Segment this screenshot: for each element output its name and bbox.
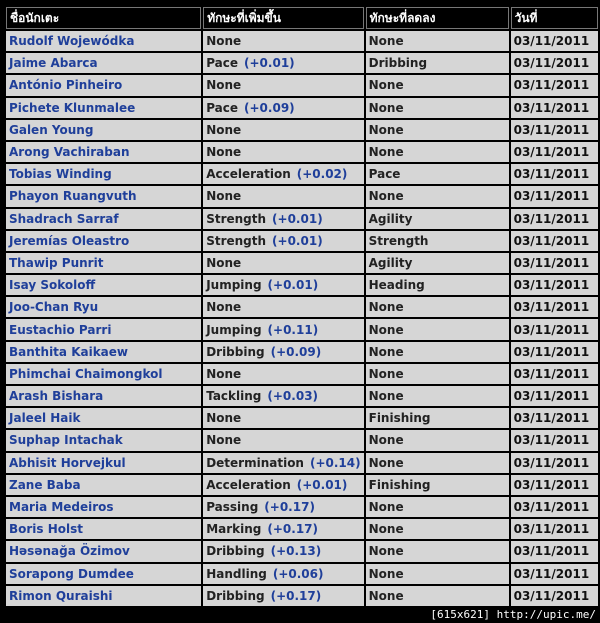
player-name-link[interactable]: Jeremías Oleastro [6, 231, 201, 251]
skill-increase-cell [203, 120, 363, 140]
date-cell: 03/11/2011 [511, 541, 598, 561]
skill-increase-cell [203, 364, 363, 384]
player-name-link[interactable]: Rudolf Wojewódka [6, 31, 201, 51]
skill-increase-delta: (+0.01) [267, 278, 319, 293]
skill-increase-label: Dribbing [206, 544, 265, 559]
table-row [6, 209, 598, 229]
table-row [6, 541, 598, 561]
table-row [6, 164, 598, 184]
skill-increase-cell [203, 275, 363, 295]
skill-increase-cell [203, 209, 363, 229]
date-cell: 03/11/2011 [511, 75, 598, 95]
skill-increase-cell [203, 319, 363, 339]
skill-increase-cell [203, 186, 363, 206]
table-body [6, 31, 598, 606]
skill-increase-delta: (+0.01) [272, 211, 323, 226]
skill-decrease-cell: None [366, 142, 509, 162]
skill-increase-label: Passing [206, 500, 259, 515]
skill-increase-label: Strength [206, 233, 267, 248]
table-row [6, 231, 598, 251]
skill-increase-delta: (+0.11) [267, 322, 319, 337]
skill-increase-delta: (+0.03) [267, 389, 319, 404]
skill-increase-delta: (+0.17) [264, 500, 315, 515]
player-name-link[interactable]: Abhisit Horvejkul [6, 453, 201, 473]
skill-increase-delta: (+0.06) [272, 566, 324, 581]
player-name-link[interactable]: Arong Vachiraban [6, 142, 201, 162]
date-cell: 03/11/2011 [511, 209, 598, 229]
date-cell: 03/11/2011 [511, 453, 598, 473]
date-cell: 03/11/2011 [511, 364, 598, 384]
header-date: วันที่ [511, 7, 598, 29]
skill-decrease-cell: None [366, 586, 509, 606]
skill-increase-cell [203, 98, 363, 118]
table-row [6, 319, 598, 339]
table-row [6, 475, 598, 495]
skill-increase-delta: (+0.14) [309, 455, 361, 470]
date-cell: 03/11/2011 [511, 342, 598, 362]
date-cell: 03/11/2011 [511, 120, 598, 140]
skill-increase-label: Handling [206, 566, 267, 581]
player-name-link[interactable]: Maria Medeiros [6, 497, 201, 517]
player-name-link[interactable]: Arash Bishara [6, 386, 201, 406]
date-cell: 03/11/2011 [511, 586, 598, 606]
skill-increase-cell [203, 497, 363, 517]
date-cell: 03/11/2011 [511, 564, 598, 584]
skill-increase-delta: (+0.17) [267, 522, 319, 537]
skill-increase-label: Acceleration [206, 477, 291, 492]
player-name-link[interactable]: Phimchai Chaimongkol [6, 364, 201, 384]
skill-decrease-cell: Heading [366, 275, 509, 295]
table-header-row [6, 7, 598, 29]
skill-increase-label: None [206, 366, 242, 381]
table-row [6, 98, 598, 118]
skill-decrease-cell: None [366, 186, 509, 206]
skill-increase-delta: (+0.09) [244, 100, 295, 115]
table-row [6, 519, 598, 539]
skill-increase-label: Determination [206, 455, 304, 470]
skill-increase-cell [203, 75, 363, 95]
player-name-link[interactable]: Suphap Intachak [6, 430, 201, 450]
table-row [6, 586, 598, 606]
skill-increase-cell [203, 408, 363, 428]
player-name-link[interactable]: Pichete Klunmalee [6, 98, 201, 118]
skill-increase-cell [203, 231, 363, 251]
date-cell: 03/11/2011 [511, 253, 598, 273]
skill-increase-label: Pace [206, 56, 239, 71]
skill-decrease-cell: None [366, 75, 509, 95]
date-cell: 03/11/2011 [511, 186, 598, 206]
skill-increase-cell [203, 31, 363, 51]
skill-increase-delta: (+0.13) [270, 544, 322, 559]
skill-increase-label: Strength [206, 211, 267, 226]
player-name-link[interactable]: Rimon Quraishi [6, 586, 201, 606]
date-cell: 03/11/2011 [511, 164, 598, 184]
player-name-link[interactable]: Eustachio Parri [6, 319, 201, 339]
skill-decrease-cell: None [366, 297, 509, 317]
skill-decrease-cell: None [366, 31, 509, 51]
table-row [6, 75, 598, 95]
skill-increase-label: Jumping [206, 322, 262, 337]
table-row [6, 497, 598, 517]
header-skill-increase: ทักษะที่เพิ่มขึ้น [203, 7, 363, 29]
skill-decrease-cell: Strength [366, 231, 509, 251]
player-name-link[interactable]: Thawip Punrit [6, 253, 201, 273]
skill-increase-delta: (+0.02) [296, 167, 348, 182]
skill-increase-label: None [206, 189, 242, 204]
skill-decrease-cell: None [366, 430, 509, 450]
skill-increase-cell [203, 342, 363, 362]
player-name-link[interactable]: António Pinheiro [6, 75, 201, 95]
skill-decrease-cell: None [366, 453, 509, 473]
skill-increase-label: Acceleration [206, 167, 291, 182]
player-name-link[interactable]: Boris Holst [6, 519, 201, 539]
skill-decrease-cell: None [366, 98, 509, 118]
skill-decrease-cell: None [366, 319, 509, 339]
date-cell: 03/11/2011 [511, 31, 598, 51]
skill-increase-label: None [206, 433, 242, 448]
date-cell: 03/11/2011 [511, 408, 598, 428]
skill-increase-label: Jumping [206, 278, 262, 293]
image-size-watermark: [615x621] http://upic.me/ [426, 607, 600, 623]
skill-increase-label: Dribbing [206, 344, 265, 359]
table-row [6, 253, 598, 273]
player-name-link[interactable]: Joo-Chan Ryu [6, 297, 201, 317]
table-row [6, 53, 598, 73]
date-cell: 03/11/2011 [511, 319, 598, 339]
date-cell: 03/11/2011 [511, 430, 598, 450]
date-cell: 03/11/2011 [511, 519, 598, 539]
skill-increase-cell [203, 297, 363, 317]
skill-increase-delta: (+0.01) [296, 477, 348, 492]
player-name-link[interactable]: Jaime Abarca [6, 53, 201, 73]
table-row [6, 430, 598, 450]
skill-increase-cell [203, 386, 363, 406]
skill-increase-cell [203, 475, 363, 495]
date-cell: 03/11/2011 [511, 497, 598, 517]
date-cell: 03/11/2011 [511, 98, 598, 118]
skill-decrease-cell: Agility [366, 209, 509, 229]
skill-increase-label: None [206, 78, 242, 93]
player-skill-table [4, 5, 600, 608]
skill-increase-cell [203, 453, 363, 473]
skill-increase-label: Tackling [206, 389, 262, 404]
player-name-link[interactable]: Isay Sokoloff [6, 275, 201, 295]
table-row [6, 453, 598, 473]
date-cell: 03/11/2011 [511, 386, 598, 406]
skill-increase-delta: (+0.01) [272, 233, 323, 248]
table-row [6, 275, 598, 295]
date-cell: 03/11/2011 [511, 475, 598, 495]
date-cell: 03/11/2011 [511, 297, 598, 317]
skill-decrease-cell: None [366, 120, 509, 140]
player-name-link[interactable]: Shadrach Sarraf [6, 209, 201, 229]
skill-increase-label: None [206, 122, 242, 137]
skill-decrease-cell: None [366, 364, 509, 384]
skill-decrease-cell: None [366, 541, 509, 561]
player-name-link[interactable]: Banthita Kaikaew [6, 342, 201, 362]
header-player-name: ชื่อนักเตะ [6, 7, 201, 29]
skill-increase-cell [203, 142, 363, 162]
player-name-link[interactable]: Zane Baba [6, 475, 201, 495]
skill-increase-cell [203, 253, 363, 273]
table-row [6, 564, 598, 584]
table-row [6, 142, 598, 162]
skill-decrease-cell: None [366, 386, 509, 406]
skill-decrease-cell: Finishing [366, 475, 509, 495]
skill-decrease-cell: Dribbing [366, 53, 509, 73]
skill-increase-delta: (+0.01) [244, 56, 295, 71]
skill-increase-delta: (+0.09) [270, 344, 322, 359]
skill-increase-label: None [206, 255, 242, 270]
skill-increase-cell [203, 53, 363, 73]
table-row [6, 120, 598, 140]
skill-increase-cell [203, 586, 363, 606]
skill-increase-cell [203, 519, 363, 539]
player-name-link[interactable]: Phayon Ruangvuth [6, 186, 201, 206]
skill-increase-label: None [206, 411, 242, 426]
table-row [6, 31, 598, 51]
date-cell: 03/11/2011 [511, 53, 598, 73]
skill-increase-label: None [206, 145, 242, 160]
player-name-link[interactable]: Tobias Winding [6, 164, 201, 184]
skill-decrease-cell: None [366, 519, 509, 539]
table-row [6, 364, 598, 384]
skill-increase-label: None [206, 300, 242, 315]
table-row [6, 186, 598, 206]
skill-decrease-cell: None [366, 342, 509, 362]
date-cell: 03/11/2011 [511, 142, 598, 162]
skill-decrease-cell: None [366, 497, 509, 517]
skill-increase-cell [203, 541, 363, 561]
table-row [6, 408, 598, 428]
player-name-link[interactable]: Galen Young [6, 120, 201, 140]
header-skill-decrease: ทักษะที่ลดลง [366, 7, 509, 29]
player-name-link[interactable]: Sorapong Dumdee [6, 564, 201, 584]
skill-increase-cell [203, 164, 363, 184]
skill-increase-cell [203, 430, 363, 450]
skill-decrease-cell: Finishing [366, 408, 509, 428]
skill-increase-label: Pace [206, 100, 239, 115]
skill-increase-delta: (+0.17) [270, 588, 322, 603]
skill-increase-label: None [206, 34, 242, 49]
skill-decrease-cell: Agility [366, 253, 509, 273]
skill-increase-label: Marking [206, 522, 262, 537]
player-name-link[interactable]: Jaleel Haik [6, 408, 201, 428]
skill-increase-cell [203, 564, 363, 584]
date-cell: 03/11/2011 [511, 275, 598, 295]
player-name-link[interactable]: Həsənağa Özimov [6, 541, 201, 561]
date-cell: 03/11/2011 [511, 231, 598, 251]
table-row [6, 386, 598, 406]
table-row [6, 297, 598, 317]
skill-decrease-cell: None [366, 564, 509, 584]
skill-increase-label: Dribbing [206, 588, 265, 603]
table-row [6, 342, 598, 362]
skill-decrease-cell: Pace [366, 164, 509, 184]
